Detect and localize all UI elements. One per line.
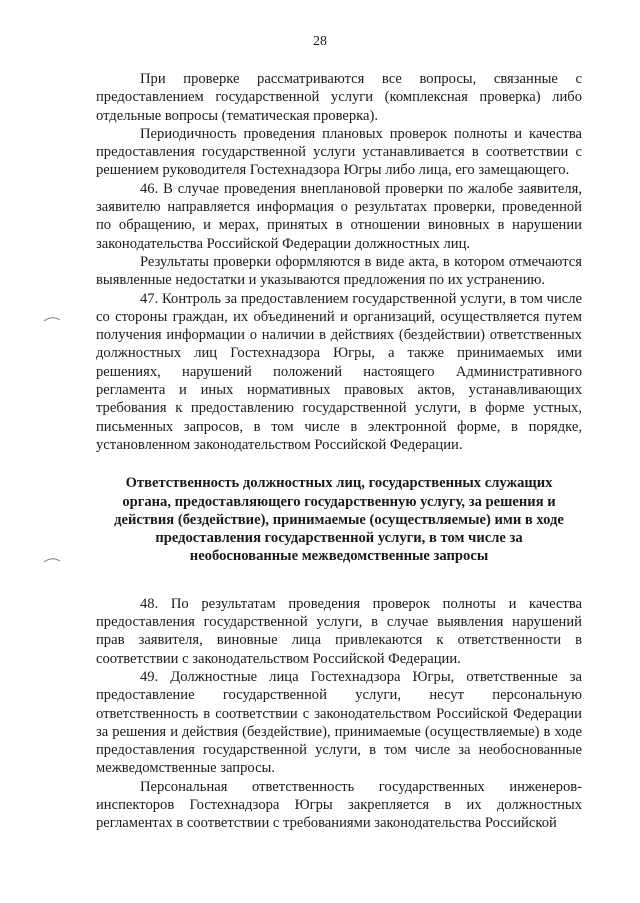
document-body: [96, 70, 582, 833]
paragraph-46: 46. В случае проведения внеплановой проверки по жалобе заявителя, заявителю направляется информация о результатах проверки, проведенной по обращению, и мерах, принятых в отношении виновных в нарушении законодательства Российской Федерации должностных лиц.: [96, 180, 582, 252]
page-number: 28: [313, 34, 327, 49]
paragraph-47: 47. Контроль за предоставлением государственной услуги, в том числе со стороны граждан, их объединений и организаций, осуществляется путем получения информации о наличии в действиях (бездействии) ответственных должностных лиц Гостехнадзора Югры, а также принимаемых ими решениях, нарушений положений настоящего Административного регламента и иных нормативных правовых актов, устанавливающих требования к предоставлению государственной услуги, в форме устных, письменных запросов, в том числе в электронной форме, в порядке, установленном законодательством Российской Федерации.: [96, 290, 582, 453]
section-heading: Ответственность должностных лиц, государственных служащих органа, предоставляющего государственную услугу, за решения и действия (бездействие), принимаемые (осуществляемые) ими в ходе предоставления государственной услуги, в том числе за необоснованные межведомственные запросы: [114, 475, 564, 565]
paragraph-inspection-results: Результаты проверки оформляются в виде акта, в котором отмечаются выявленные недостатки и указываются предложения по их устранению.: [96, 253, 582, 289]
paragraph-personal-responsibility: Персональная ответственность государственных инженеров-инспекторов Гостехнадзора Югры закрепляется в их должностных регламентах в соответствии с требованиями законодательства Российской: [96, 778, 582, 832]
paragraph-inspection-scope: При проверке рассматриваются все вопросы, связанные с предоставлением государственной услуги (комплексная проверка) либо отдельные вопросы (тематическая проверка).: [96, 71, 582, 124]
binding-hole-mark-bottom: [43, 556, 61, 564]
paragraph-48: 48. По результатам проведения проверок полноты и качества предоставления государственной услуги, в случае выявления нарушений прав заявителя, виновные лица привлекаются к ответственности в соответствии с законодательством Российской Федерации.: [96, 595, 582, 667]
paragraph-inspection-frequency: Периодичность проведения плановых проверок полноты и качества предоставления государственной услуги устанавливается в соответствии с решением руководителя Гостехнадзора Югры либо лица, его замещающего.: [96, 125, 582, 179]
binding-hole-mark-top: [43, 315, 61, 323]
paragraph-49: 49. Должностные лица Гостехнадзора Югры, ответственные за предоставление государственной услуги, несут персональную ответственность в соответствии с законодательством Российской Федерации за решения и действия (бездействие), принимаемые (осуществляемые) в ходе предоставления государственной услуги, в том числе за необоснованные межведомственные запросы.: [96, 668, 582, 777]
